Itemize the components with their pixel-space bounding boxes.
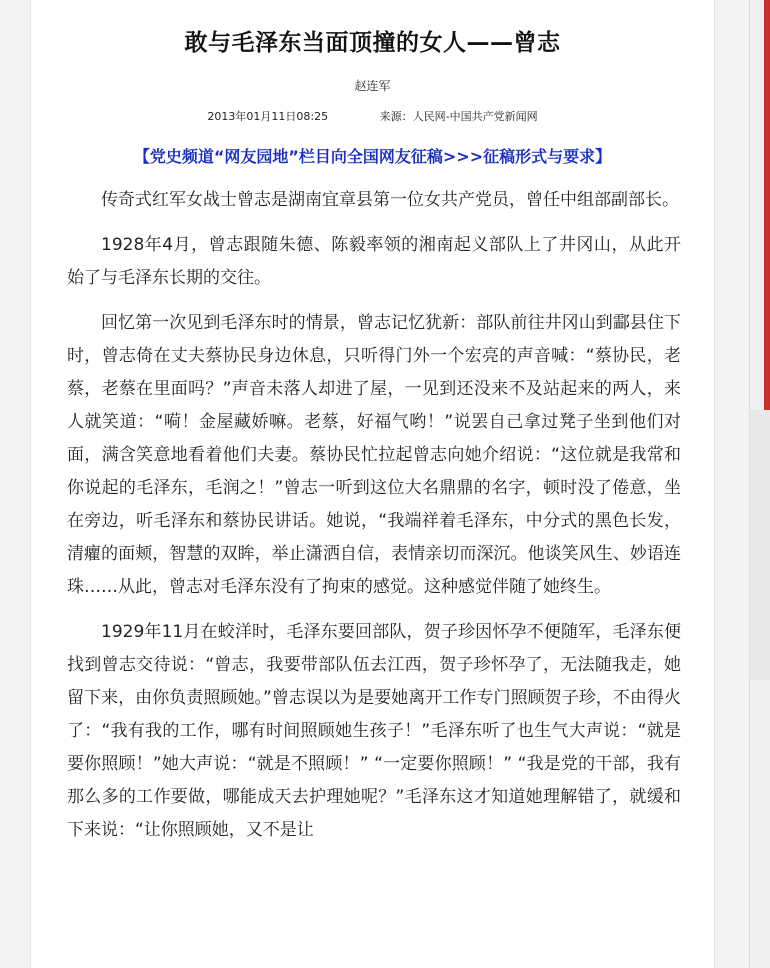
call-for-submissions-link[interactable]: 【党史频道“网友园地”栏目向全国网友征稿>>>征稿形式与要求】 bbox=[133, 147, 612, 166]
article-title: 敢与毛泽东当面顶撞的女人——曾志 bbox=[184, 30, 561, 56]
paragraph: 传奇式红军女战士曾志是湖南宜章县第一位女共产党员，曾任中组部副部长。 bbox=[101, 190, 679, 210]
paragraph: 1929年11月在蛟洋时，毛泽东要回部队，贺子珍因怀孕不便随军，毛泽东便找到曾志交待说：“曾志，我要带部队伍去江西，贺子珍怀孕了，无法随我走，她留下来，由你负责照顾她。”曾志误以为是要她离开工作专门照顾贺子珍，不由得火了：“我有我的工作，哪有时间照顾她生孩子！”毛泽东听了也生气大声说：“就是要你照顾！”她大声说：“就是不照顾！” “一定要你照顾！” “我是党的干部，我有那么多的工作要做，哪能成天去护理她呢？”毛泽东这才知道她理解错了，就缓和下来说：“让你照顾她，又不是让 bbox=[67, 622, 681, 840]
article-datetime: 2013年01月11日08:25 bbox=[207, 110, 329, 123]
paragraph: 回忆第一次见到毛泽东时的情景，曾志记忆犹新：部队前往井冈山到酃县住下时，曾志倚在丈夫蔡协民身边休息，只听得门外一个宏亮的声音喊：“蔡协民，老蔡，老蔡在里面吗？”声音未落人却进了屋，一见到还没来不及站起来的两人，来人就笑道：“嗬！金屋藏娇嘛。老蔡，好福气哟！”说罢自己拿过凳子坐到他们对面，满含笑意地看着他们夫妻。蔡协民忙拉起曾志向她介绍说：“这位就是我常和你说起的毛泽东，毛润之！”曾志一听到这位大名鼎鼎的名字，顿时没了倦意，坐在旁边，听毛泽东和蔡协民讲话。她说，“我端祥着毛泽东，中分式的黑色长发，清癯的面颊，智慧的双眸，举止潇洒自信，表情亲切而深沉。他谈笑风生、妙语连珠……从此，曾志对毛泽东没有了拘束的感觉。这种感觉伴随了她终生。 bbox=[67, 313, 681, 597]
paragraph: 1928年4月，曾志跟随朱德、陈毅率领的湘南起义部队上了井冈山，从此开始了与毛泽东长期的交往。 bbox=[67, 235, 681, 288]
article-meta bbox=[31, 108, 714, 124]
article-source: 来源：人民网-中国共产党新闻网 bbox=[379, 110, 538, 123]
article-body bbox=[67, 184, 681, 859]
article-author: 赵连军 bbox=[354, 79, 391, 93]
article-page bbox=[30, 0, 715, 968]
scrollbar-track[interactable] bbox=[749, 0, 770, 968]
scrollbar-lower-region bbox=[750, 410, 770, 680]
scrollbar-thumb[interactable] bbox=[764, 0, 770, 410]
